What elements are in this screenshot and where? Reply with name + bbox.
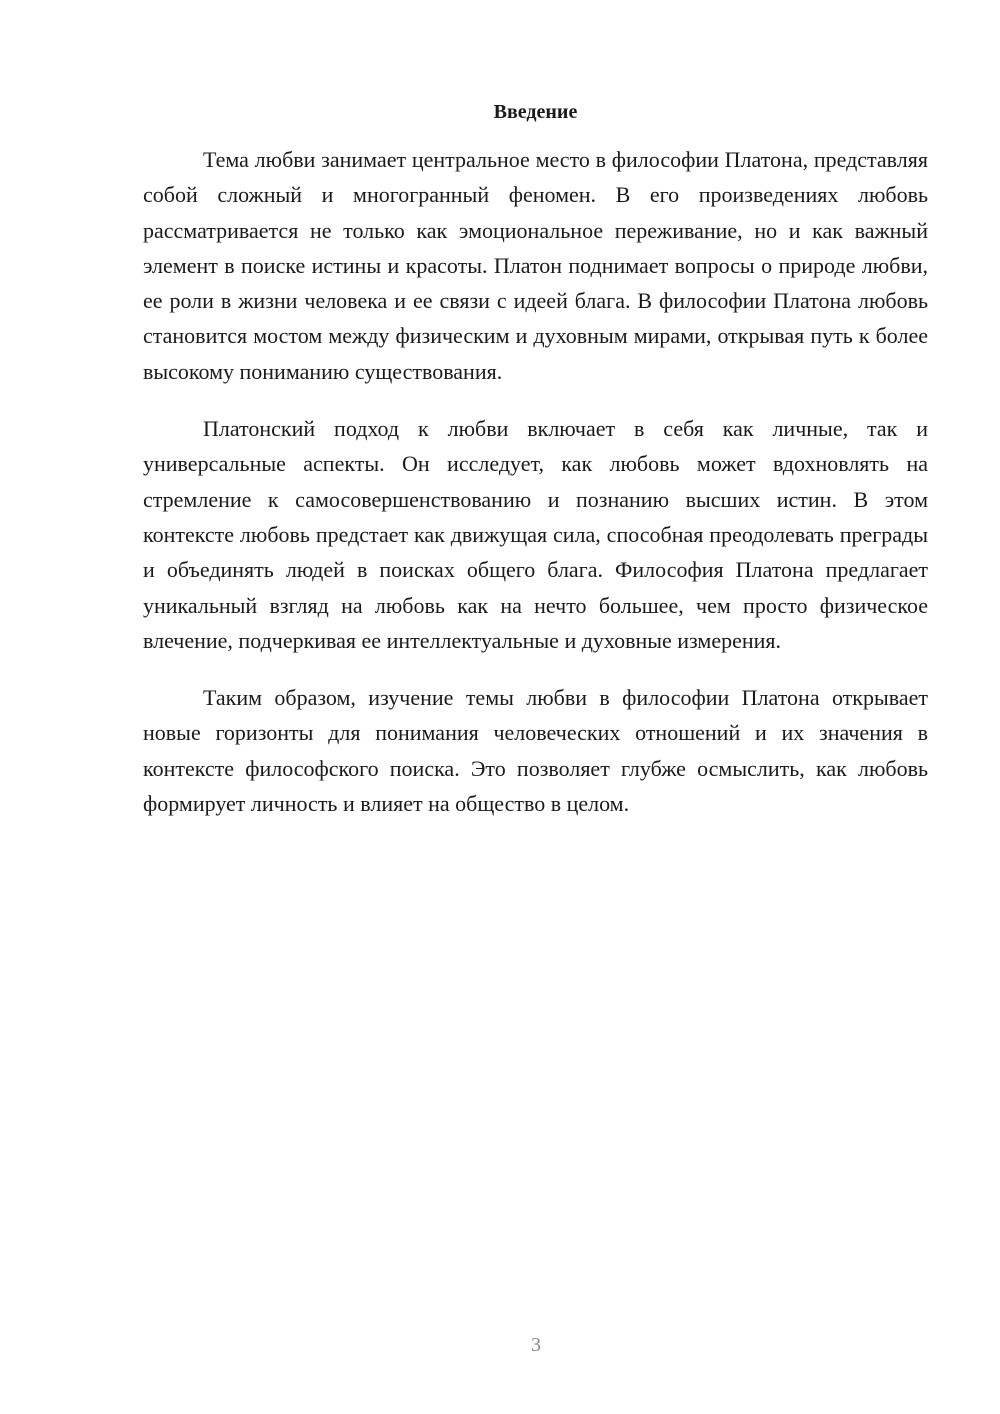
paragraph-3: Таким образом, изучение темы любви в философии Платона открывает новые горизонты для понимания человеческих отношений и их значения в контексте философского поиска. Это позволяет глубже осмыслить, как любовь формирует личность и влияет на общество в целом. [143, 685, 928, 817]
page-number: 3 [531, 1334, 541, 1356]
body-text [143, 142, 928, 843]
section-heading: Введение [493, 101, 578, 123]
paragraph-2: Платонский подход к любви включает в себя как личные, так и универсальные аспекты. Он исследует, как любовь может вдохновлять на стремление к самосовершенствованию и познанию высших истин. В этом контексте любовь предстает как движущая сила, способная преодолевать преграды и объединять людей в поисках общего блага. Философия Платона предлагает уникальный взгляд на любовь как на нечто большее, чем просто физическое влечение, подчеркивая ее интеллектуальные и духовные измерения. [143, 416, 928, 653]
paragraph-1: Тема любви занимает центральное место в философии Платона, представляя собой сложный и многогранный феномен. В его произведениях любовь рассматривается не только как эмоциональное переживание, но и как важный элемент в поиске истины и красоты. Платон поднимает вопросы о природе любви, ее роли в жизни человека и ее связи с идеей блага. В философии Платона любовь становится мостом между физическим и духовным мирами, открывая путь к более высокому пониманию существования. [143, 147, 928, 384]
